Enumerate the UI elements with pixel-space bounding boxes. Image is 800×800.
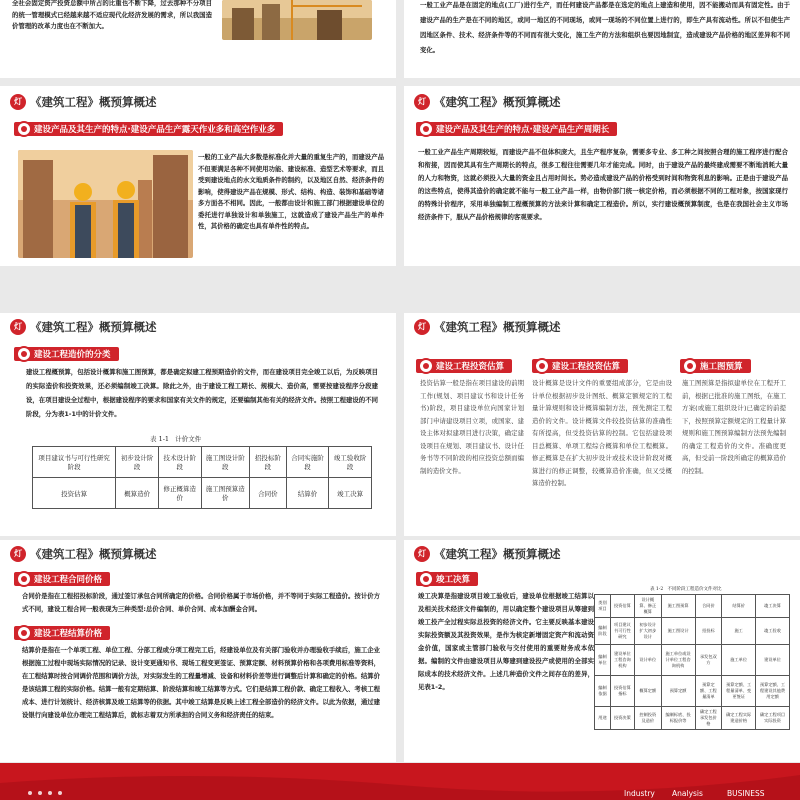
table-cell: 编制依据 bbox=[595, 676, 611, 707]
section-pill bbox=[14, 122, 283, 136]
slide-title-text: 《建筑工程》概预算概述 bbox=[434, 547, 561, 561]
table-cell: 预算定额 bbox=[661, 676, 695, 707]
table-cell: 项目建议书可行性研究 bbox=[610, 618, 634, 645]
slide-1b-text: 一般工业产品是在固定的地点(工厂)进行生产，而任何建设产品都是在选定的地点上建造和使用，因不能搬动而具有固定性。由于建设产品的生产是在不同的地区，或同一地区的不同现场，或同一现场的不同位置上进行的，即生产具有流动性。所以不但使生产因地区条件、技术、经济条件等的不同而有很大变化，施工生产的方法和组织也要因地制宜，造成建设产品价格的地区差异和不同变化。 bbox=[420, 1, 790, 54]
slide-1 bbox=[0, 0, 396, 78]
slide-title bbox=[414, 319, 561, 335]
table-cell: 确定工程项目实际投资 bbox=[756, 707, 790, 730]
slide-title bbox=[10, 546, 157, 562]
slide-title-text: 《建筑工程》概预算概述 bbox=[30, 547, 157, 561]
table-cell: 结算价 bbox=[286, 478, 329, 509]
table-cell: 技术设计阶段 bbox=[158, 447, 201, 478]
table-cell: 初步设计阶段 bbox=[116, 447, 159, 478]
bullet-icon bbox=[418, 358, 434, 374]
table-cell: 设计单位 bbox=[634, 645, 661, 676]
table-cell: 施工图设计阶段 bbox=[201, 447, 249, 478]
lamp-icon: 灯 bbox=[414, 546, 430, 562]
table-caption: 表 1-1 计价文件 bbox=[150, 435, 202, 443]
slide-4 bbox=[0, 313, 396, 536]
lamp-icon: 灯 bbox=[414, 319, 430, 335]
table-cell: 投资决策 bbox=[610, 707, 634, 730]
slide-title bbox=[10, 319, 157, 335]
table-cell: 施工单位 bbox=[722, 645, 756, 676]
slide-6-text-2: 结算价是指在一个单项工程、单位工程、分部工程或分项工程完工后，经建设单位及有关部门验收并办理验收手续后，施工企业根据施工过程中现场实际情况的记录、设计变更通知书、现场工程变更签证、预算定额、材料预算价格和各项费用标准等资料，在工程结算时按合同调价范围和调价方法，对实际发生的工程量增减、设备和材料价差等进行调整后计算和确定的价格。结算价是该结算工程的实际价格。结算一般有定期结算、阶段结算和竣工结算等方式。它们是结算工程价款、确定工程收入、考核工程成本、进行计划统计、经济核算及竣工结算等的依据。其中竣工结算是反映上述工程全部造价的经济文件。以此为依据，通过建设银行向建设单位办理完工程结算后，就标志着双方所承担的合同义务和经济责任的结束。 bbox=[22, 646, 380, 719]
column-pill bbox=[532, 359, 628, 373]
table-cell: 编制单位 bbox=[595, 645, 611, 676]
column-label: 建设工程投资估算 bbox=[436, 362, 505, 372]
section-label: 建设工程造价的分类 bbox=[34, 350, 111, 360]
column-text: 施工图预算是指拟建单位在工程开工前，根据已批准的施工图纸，在施工方案(或施工组织设计)已确定的前提下，按照预算定额规定的工程量计算规则和施工图预算编制方法预先编制的确定工程造价的文件。准确度更高，但受前一阶段所确定的概算造价的控制。 bbox=[682, 379, 786, 475]
slide-title bbox=[414, 94, 561, 110]
slide-title-text: 《建筑工程》概预算概述 bbox=[30, 95, 157, 109]
section-pill bbox=[14, 626, 110, 640]
column-pill bbox=[680, 359, 751, 373]
table-cell: 建设单位工程咨询机构 bbox=[610, 645, 634, 676]
table-row bbox=[33, 478, 372, 509]
table-row bbox=[595, 618, 790, 645]
slide-title bbox=[414, 546, 561, 562]
table-cell: 控制投资及造价 bbox=[634, 707, 661, 730]
column-text: 投资估算一般是指在项目建设的前期工作(规划、项目建议书和设计任务书)阶段，项目建设单位向国家计划部门申请建设项目立项，或国家、建设主体对拟建项目进行决策，确定建设项目在规划、项目建议书、设计任务书等不同阶段的相应投资总额而编制的造价文件。 bbox=[420, 379, 524, 475]
table-cell: 合同实施阶段 bbox=[286, 447, 329, 478]
slide-6 bbox=[0, 540, 396, 762]
table-cell: 施工图预算 bbox=[661, 595, 695, 618]
slide-1-text: 全社会固定资产投资总额中所占的比重也不断下降，过去那种不分项目的统一管理模式已经越来越不适应现代化经济发展的需求，所以我国造价管理的改革力度也在不断加大。 bbox=[12, 0, 212, 30]
table-cell: 招投标阶段 bbox=[249, 447, 286, 478]
lamp-icon: 灯 bbox=[414, 94, 430, 110]
table-cell: 设计概算、修正概算 bbox=[634, 595, 661, 618]
bullet-icon bbox=[418, 121, 434, 137]
slide-3-text: 一般工业产品生产周期较短，而建设产品不但体积庞大，且生产程序复杂，需要多专业、多工种之间按照合理的施工程序进行配合和衔接，因而使其具有生产周期长的特点，很多工程往往需要几年才能完成。同时，由于建设产品的最终建成需要不断地消耗大量的人力和物资，这就必须投入大量的资金且占用时间长。势必造成建设产品的价格受到时间和物资利息的影响。正是由于建设产品的这些特点，使得其造价的确定就不能与一般工业产品一样，由物价部门统一核定价格，而必须根据不同的工程对象，按国家现行的特殊计价程序，采用单独编制工程概预算的方法来计算和确定工程造价。所以，实行建设概预算制度，也是在我国社会主义市场经济条件下，服从产品价格规律的客观要求。 bbox=[418, 148, 788, 221]
table-cell: 编制标底、投标报价等 bbox=[661, 707, 695, 730]
table-cell: 合同价 bbox=[695, 595, 722, 618]
table-cell: 施工图预算造价 bbox=[201, 478, 249, 509]
table-row bbox=[595, 645, 790, 676]
table-cell: 竣工验收阶段 bbox=[329, 447, 372, 478]
table-cell: 投资估算 bbox=[610, 595, 634, 618]
table-cell: 编制阶段 bbox=[595, 618, 611, 645]
slide-2 bbox=[0, 86, 396, 266]
section-label: 建设工程结算价格 bbox=[34, 629, 103, 639]
table-cell: 用途 bbox=[595, 707, 611, 730]
table-cell: 施工图设计 bbox=[661, 618, 695, 645]
section-pill bbox=[416, 572, 478, 586]
table-cell: 投资估算指标 bbox=[610, 676, 634, 707]
slide-title-text: 《建筑工程》概预算概述 bbox=[434, 95, 561, 109]
section-label: 建设工程合同价格 bbox=[34, 575, 103, 585]
table-cell: 概算造价 bbox=[116, 478, 159, 509]
table-cell: 类别 项目 bbox=[595, 595, 611, 618]
footer-slide bbox=[0, 763, 800, 800]
table-cell: 投资估算 bbox=[33, 478, 116, 509]
column-label: 施工图预算 bbox=[700, 362, 743, 372]
section-pill bbox=[416, 122, 617, 136]
bullet-icon bbox=[418, 571, 434, 587]
bullet-icon bbox=[534, 358, 550, 374]
comparison-table bbox=[594, 594, 790, 730]
table-caption: 表 1-2 不同阶段工程造价文件对比 bbox=[650, 587, 722, 592]
column-text: 设计概算是设计文件的重要组成部分，它是由设计单位根据初步设计图纸、概算定额规定的工程量计算规则和设计概算编制方法，预先测定工程造价的文件。设计概算文件较投资估算的准确性有所提高，但受投资估算的控制。它包括建设项目总概算、单项工程综合概算和单位工程概算。修正概算是在扩大初步设计或技术设计阶段对概算进行的修正调整，较概算造价准确，但又受概算造价控制。 bbox=[532, 379, 672, 487]
table-cell: 招投标 bbox=[695, 618, 722, 645]
footer-item: BUSINESS bbox=[727, 789, 765, 798]
bullet-icon bbox=[16, 625, 32, 641]
section-label: 建设产品及其生产的特点·建设产品生产周期长 bbox=[436, 125, 610, 135]
slide-1b bbox=[404, 0, 800, 78]
table-cell: 竣工决算 bbox=[756, 595, 790, 618]
table-cell: 承发包双方 bbox=[695, 645, 722, 676]
table-cell: 合同价 bbox=[249, 478, 286, 509]
bullet-icon bbox=[16, 346, 32, 362]
table-cell: 预算定额、工程量清单、变更签证 bbox=[722, 676, 756, 707]
slide-5 bbox=[404, 313, 800, 536]
slide-3 bbox=[404, 86, 800, 266]
table-cell: 概算定额 bbox=[634, 676, 661, 707]
slide-title-text: 《建筑工程》概预算概述 bbox=[434, 320, 561, 334]
footer-item: Industry bbox=[624, 789, 655, 798]
table-row bbox=[595, 676, 790, 707]
workers-photo bbox=[18, 150, 193, 258]
footer-item: Analysis bbox=[672, 789, 703, 798]
table-row bbox=[33, 447, 372, 478]
table-cell: 施工 bbox=[722, 618, 756, 645]
section-pill bbox=[14, 347, 119, 361]
slide-7-text: 竣工决算是指建设项目竣工验收后，建设单位根据竣工结算以及相关技术经济文件编制的，用以确定整个建设项目从筹建到竣工投产全过程实际总投资的经济文件。它主要反映基本建设实际投资额及其投资效果，是作为核定新增固定资产和流动资金价值，国家或主管部门验收与交付使用的重要财务成本依据。编制的文件由建设项目从筹建到建设投产或使用的全部实际成本的技术经济文件。上述几种造价文件之间存在的差异，见表1-2。 bbox=[418, 592, 594, 691]
section-pill bbox=[14, 572, 110, 586]
slide-2-text: 一般的工业产品大多数是标准化并大量的重复生产的，而建设产品不但要满足各种不同使用功能、建设标准、造型艺术等要求，而且受到建设地点的水文地质条件的制约，以及地区自然、经济条件的影响，使得建设产品在规模、形式、结构、构造、装饰和基础等诸多方面各不相同。因此，一般都由设计和施工部门根据建设单位的委托进行单独设计和单独施工，这就造成了建设产品生产的单件性，其价格的确定也具有单件性的特点。 bbox=[198, 153, 384, 230]
table-row bbox=[595, 595, 790, 618]
column-pill bbox=[416, 359, 512, 373]
bullet-icon bbox=[16, 121, 32, 137]
table-cell: 竣工验收 bbox=[756, 618, 790, 645]
slide-title-text: 《建筑工程》概预算概述 bbox=[30, 320, 157, 334]
lamp-icon: 灯 bbox=[10, 94, 26, 110]
lamp-icon: 灯 bbox=[10, 319, 26, 335]
table-cell: 建设单位 bbox=[756, 645, 790, 676]
table-cell: 结算价 bbox=[722, 595, 756, 618]
slide-7 bbox=[404, 540, 800, 762]
construction-site-photo bbox=[222, 0, 372, 40]
table-cell: 确定工程承发包价格 bbox=[695, 707, 722, 730]
table-row bbox=[595, 707, 790, 730]
bullet-icon bbox=[682, 358, 698, 374]
table-cell: 修正概算造价 bbox=[158, 478, 201, 509]
table-cell: 预算定额、工程量清单 bbox=[695, 676, 722, 707]
column-label: 建设工程投资估算 bbox=[552, 362, 621, 372]
table-cell: 确定工程实际建造价格 bbox=[722, 707, 756, 730]
section-label: 竣工决算 bbox=[436, 575, 471, 585]
cost-table bbox=[32, 446, 372, 509]
slide-title bbox=[10, 94, 157, 110]
table-cell: 施工单位或设计单位工程咨询机构 bbox=[661, 645, 695, 676]
slide-6-text-1: 合同价是指在工程招投标阶段，通过签订承包合同所确定的价格。合同价格属于市场价格，并不等同于实际工程造价。按计价方式不同，建设工程合同一般表现为三种类型:总价合同、单价合同、成本加酬金合同。 bbox=[22, 592, 380, 613]
table-cell: 初步设计扩大初步设计 bbox=[634, 618, 661, 645]
lamp-icon: 灯 bbox=[10, 546, 26, 562]
slide-4-text: 建设工程概预算，包括设计概算和施工图预算，都是确定拟建工程预期造价的文件，而在建设项目完全竣工以后，为反映项目的实际造价和投资效果，还必须编制竣工决算。除此之外，由于建设工程工期长、规模大、造价高，需要按建设程序分段建设，在项目建设全过程中，根据建设程序的要求和国家有关文件的规定，还要编制其他有关的经济文件。按照工程建设的不同阶段，分为表1-1中的计价文件。 bbox=[26, 368, 378, 418]
table-cell: 项目建议书与可行性研究阶段 bbox=[33, 447, 116, 478]
section-label: 建设产品及其生产的特点·建设产品生产露天作业多和高空作业多 bbox=[34, 125, 276, 135]
table-cell: 预算定额、工程建设其他费用定额 bbox=[756, 676, 790, 707]
bullet-icon bbox=[16, 571, 32, 587]
table-cell: 竣工决算 bbox=[329, 478, 372, 509]
